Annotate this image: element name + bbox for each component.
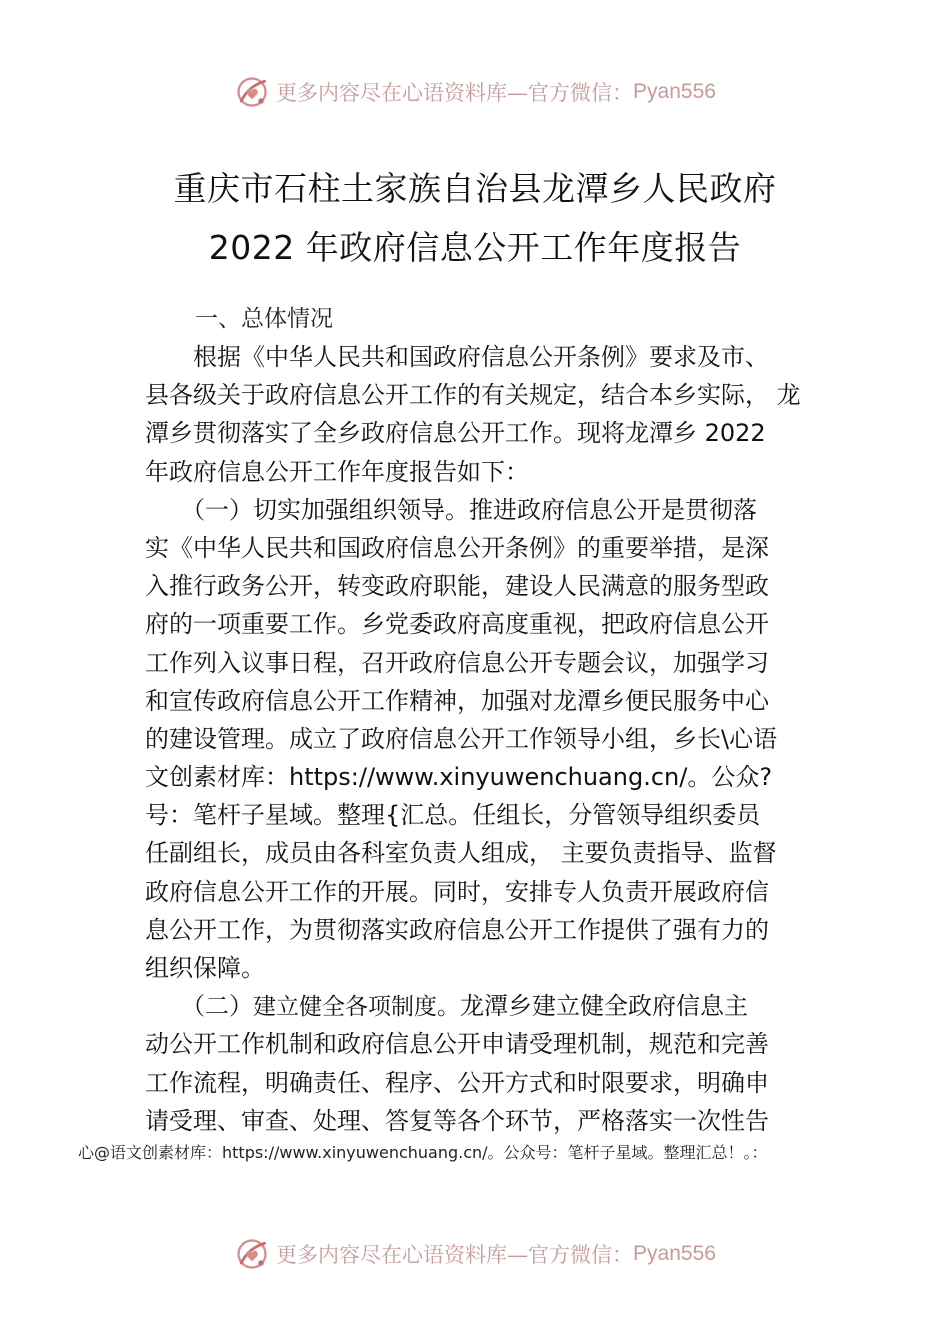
- footer-note: 心@语文创素材库：https://www.xinyuwenchuang.cn/。公众号：笔杆子星域。整理汇总！。：: [78, 1143, 768, 1162]
- footer-banner: [0, 1232, 950, 1276]
- body-line: 入推行政务公开，转变政府职能，建设人民满意的服务型政: [145, 572, 769, 601]
- body-line: 组织保障。: [145, 954, 265, 982]
- body-line: 潭乡贯彻落实了全乡政府信息公开工作。现将龙潭乡 2022: [145, 419, 766, 448]
- body-text: [145, 338, 825, 1140]
- body-line: 年政府信息公开工作年度报告如下：: [145, 457, 529, 486]
- body-line: 县各级关于政府信息公开工作的有关规定，结合本乡实际， 龙: [145, 381, 801, 410]
- body-line: 工作列入议事日程，召开政府信息公开专题会议，加强学习: [145, 648, 769, 677]
- document-title-line-1: 重庆市石柱土家族自治县龙潭乡人民政府: [173, 169, 777, 208]
- body-line: 文创素材库：https://www.xinyuwenchuang.cn/。公众?: [145, 763, 773, 792]
- body-line: 政府信息公开工作的开展。同时，安排专人负责开展政府信: [145, 877, 769, 906]
- header-banner: [0, 70, 950, 114]
- body-line: 息公开工作，为贯彻落实政府信息公开工作提供了强有力的: [145, 915, 769, 944]
- body-line: 的建设管理。成立了政府信息公开工作领导小组，乡长\心语: [145, 724, 778, 753]
- section-heading: 一、总体情况: [195, 306, 333, 332]
- body-line: 工作流程，明确责任、程序、公开方式和时限要求，明确申: [145, 1068, 769, 1097]
- body-line: 根据《中华人民共和国政府信息公开条例》要求及市、: [145, 343, 769, 371]
- body-line: 任副组长，成员由各科室负责人组成， 主要负责指导、监督: [145, 839, 777, 868]
- body-line: 实《中华人民共和国政府信息公开条例》的重要举措，是深: [145, 533, 769, 562]
- body-line: 号：笔杆子星域。整理{汇总。任组长，分管领导组织委员: [145, 801, 761, 830]
- heart-logo-icon: [234, 74, 270, 110]
- banner-wechat-id: Pyan556: [633, 1242, 716, 1265]
- banner-text: 更多内容尽在心语资料库—官方微信：: [276, 1243, 634, 1267]
- body-line: 府的一项重要工作。乡党委政府高度重视，把政府信息公开: [145, 610, 769, 639]
- body-line-rest: 龙潭乡建立健全政府信息主: [460, 992, 748, 1021]
- heart-logo-icon: [234, 1236, 270, 1272]
- banner-text: 更多内容尽在心语资料库—官方微信：: [276, 81, 634, 105]
- body-line-lead: （二）: [145, 992, 253, 1021]
- body-line: 请受理、审查、处理、答复等各个环节，严格落实一次性告: [145, 1106, 769, 1135]
- body-line: （一）切实加强组织领导。推进政府信息公开是贯彻落: [145, 495, 757, 524]
- body-line: 动公开工作机制和政府信息公开申请受理机制，规范和完善: [145, 1030, 769, 1059]
- body-line: 和宣传政府信息公开工作精神，加强对龙潭乡便民服务中心: [145, 686, 769, 715]
- subsection-heading: 建立健全各项制度。: [253, 994, 460, 1021]
- body-line: [145, 987, 825, 1025]
- document-title-line-2: 2022 年政府信息公开工作年度报告: [208, 228, 742, 267]
- banner-wechat-id: Pyan556: [633, 80, 716, 103]
